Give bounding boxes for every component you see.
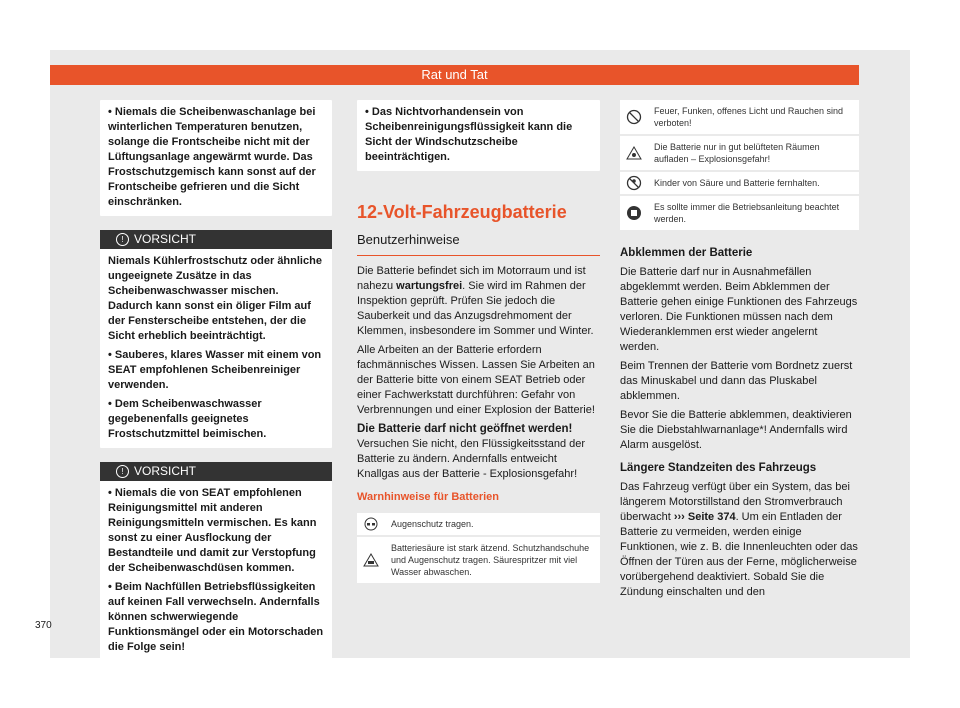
- warning-row: Augenschutz tragen.: [357, 513, 600, 535]
- section-title: 12-Volt-Fahrzeugbatterie: [357, 202, 567, 222]
- column-right: [620, 100, 859, 600]
- warning-row: Batteriesäure ist stark ätzend. Schutzhandschuhe und Augenschutz tragen. Säurespritzer mit viel Wasser abwaschen.: [357, 537, 600, 583]
- explosion-icon: [620, 136, 648, 170]
- body-paragraph: Beim Trennen der Batterie vom Bordnetz zuerst das Minuskabel und dann das Pluskabel abklemmen.: [620, 360, 853, 402]
- caution-icon: !: [116, 465, 129, 478]
- caution-text: • Sauberes, klares Wasser mit einem von SEAT empfohlenen Scheibenreiniger verwenden.: [108, 349, 322, 391]
- page-header: Rat und Tat: [50, 65, 859, 85]
- caution-text: • Dem Scheibenwaschwasser gegebenenfalls geeignetes Frostschutzmittel beimischen.: [108, 398, 267, 440]
- caution-title: VORSICHT: [134, 464, 197, 478]
- body-paragraph: Alle Arbeiten an der Batterie erfordern fachmännisches Wissen. Lassen Sie Arbeiten an der Batterie bitte von einem SEAT Betrieb oder einer Fachwerkstatt durchführen: Gefahr von Verbrennungen und einer Explosion der Batterie!: [357, 344, 595, 416]
- column-middle: [357, 100, 600, 585]
- body-paragraph: Bevor Sie die Batterie abklemmen, deaktivieren Sie die Diebstahlwarnanlage*! Andernfalls wird Alarm ausgelöst.: [620, 409, 852, 451]
- warning-row: Die Batterie nur in gut belüfteten Räumen aufladen – Explosionsgefahr!: [620, 136, 859, 170]
- note-text: • Niemals die Scheibenwaschanlage bei winterlichen Temperaturen benutzen, solange die Frontscheibe nicht mit der Lüftungsanlage angewärmt wurde. Das Frostschutzgemisch kann sonst auf der Frontscheibe gefrieren und die Sicht einschränken.: [108, 106, 316, 208]
- note-box: [357, 100, 600, 171]
- caution-icon: !: [116, 233, 129, 246]
- note-text: • Das Nichtvorhandensein von Scheibenreinigungsflüssigkeit kann die Sicht der Windschutzscheibe beeinträchtigen.: [365, 106, 573, 163]
- warning-row: Es sollte immer die Betriebsanleitung beachtet werden.: [620, 196, 859, 230]
- note-box: [100, 100, 332, 216]
- no-children-icon: [620, 172, 648, 194]
- caution-text: • Niemals die von SEAT empfohlenen Reinigungsmittel mit anderen Reinigungsmitteln vermischen. Es kann sonst zu einer Ausflockung der Bestandteile und damit zur Verstopfung der Scheibenwaschdüsen kommen.: [108, 487, 317, 574]
- caution-header: [100, 230, 332, 249]
- caution-title: VORSICHT: [134, 232, 197, 246]
- caution-box-2: [100, 462, 332, 661]
- goggles-icon: [357, 513, 385, 535]
- caution-header: [100, 462, 332, 481]
- caution-text: Niemals Kühlerfrostschutz oder ähnliche ungeeignete Zusätze in das Scheibenwaschwasser mischen. Dadurch kann sonst ein öliger Film auf der Fensterscheibe entstehen, der die Sicht erheblich beeinträchtigt.: [108, 255, 322, 342]
- manual-icon: [620, 196, 648, 230]
- page-reference-link[interactable]: ››› Seite 374: [673, 511, 736, 523]
- corrosive-icon: [357, 537, 385, 583]
- column-left: [100, 100, 332, 661]
- warning-row: Kinder von Säure und Batterie fernhalten.: [620, 172, 859, 194]
- subsection-title: Benutzerhinweise: [357, 232, 460, 247]
- body-paragraph: Die Batterie darf nur in Ausnahmefällen abgeklemmt werden. Beim Abklemmen der Batterie gehen einige Funktionen des Fahrzeugs verloren. Die Funktionen müssen nach dem Wiederanklemmen erst wieder angelernt werden.: [620, 266, 858, 353]
- warning-row: Feuer, Funken, offenes Licht und Rauchen sind verboten!: [620, 100, 859, 134]
- body-paragraph: Versuchen Sie nicht, den Flüssigkeitsstand der Batterie zu ändern. Andernfalls entweicht Knallgas aus der Batterie - Explosionsgefahr!: [357, 438, 586, 480]
- bold-heading: Die Batterie darf nicht geöffnet werden!: [357, 423, 573, 435]
- caution-text: • Beim Nachfüllen Betriebsflüssigkeiten auf keinen Fall verwechseln. Andernfalls können schwerwiegende Funktionsmängel oder ein Motorschaden die Folge sein!: [108, 581, 324, 653]
- caution-box-1: [100, 230, 332, 448]
- body-paragraph: Die Batterie befindet sich im Motorraum und ist nahezu wartungsfrei. Sie wird im Rahmen der Inspektion geprüft. Prüfen Sie jedoch die Sauberkeit und das Anzugsdrehmoment der Klemmen, insbesondere im Sommer und Winter.: [357, 265, 594, 337]
- no-fire-icon: [620, 100, 648, 134]
- subheading: Längere Standzeiten des Fahrzeugs: [620, 462, 817, 474]
- subheading: Abklemmen der Batterie: [620, 247, 753, 259]
- page-number: 370: [35, 620, 52, 631]
- body-paragraph: Das Fahrzeug verfügt über ein System, das bei längerem Motorstillstand den Stromverbrauch überwacht ››› Seite 374. Um ein Entladen der Batterie zu vermeiden, werden einige Funktionen, wie z. B. die Innenleuchten oder das Öffnen der Türen aus der Ferne, möglicherweise vorübergehend deaktiviert. Sobald Sie die Zündung einschalten und den: [620, 481, 858, 598]
- warnings-title: Warnhinweise für Batterien: [357, 491, 500, 503]
